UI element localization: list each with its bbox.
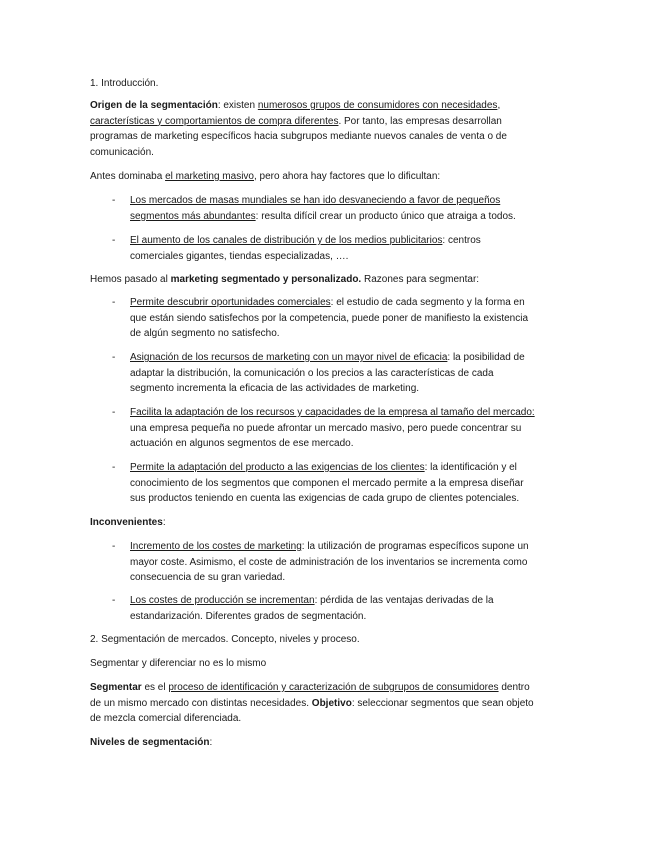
- text-line: [130, 593, 494, 609]
- text: Antes dominaba: [90, 171, 166, 182]
- paragraph: [90, 272, 479, 288]
- bullet-item: [112, 405, 535, 452]
- paragraph: [90, 656, 266, 672]
- text: una empresa pequeña no puede afrontar un mercado masivo, pero puede concentrar su: [130, 422, 522, 434]
- text-line: [130, 405, 535, 421]
- bullet-dash: -: [112, 595, 116, 606]
- text: . Por tanto, las empresas desarrollan: [338, 115, 502, 127]
- text: , pero ahora hay factores que lo dificultan:: [253, 171, 441, 182]
- text: consecuencia de su gran variedad.: [130, 572, 286, 584]
- underlined-text: Asignación de los recursos de marketing con un mayor nivel de eficacia: [130, 352, 448, 363]
- text: estandarización. Diferentes grados de segmentación.: [130, 610, 367, 622]
- bullet-item: [112, 460, 524, 507]
- text-line: [130, 381, 525, 397]
- text: segmento incrementa la eficacia de las actividades de marketing.: [130, 383, 420, 395]
- text: programas de marketing específicos hacia subgrupos mediante nuevos canales de venta o de: [90, 131, 507, 143]
- text: adaptar la distribución, la comunicación o los precios a las características de cada: [130, 367, 494, 379]
- text-line: [90, 632, 360, 648]
- bullet-dash: -: [112, 462, 116, 473]
- text-line: [130, 193, 516, 209]
- text-line: [90, 696, 534, 712]
- paragraph: [90, 98, 507, 160]
- text-line: [90, 515, 166, 531]
- text: 2. Segmentación de mercados. Concepto, niveles y proceso.: [90, 634, 360, 645]
- bullet-dash: -: [112, 235, 116, 246]
- text-line: [130, 539, 529, 555]
- underlined-text: Los costes de producción se incrementan: [130, 595, 315, 606]
- underlined-text: características y comportamientos de compra diferentes: [90, 115, 339, 127]
- bold-text: Objetivo: [311, 697, 352, 709]
- bold-text: Inconvenientes: [90, 517, 163, 528]
- bullet-item: [112, 593, 494, 624]
- text-line: [90, 656, 266, 672]
- bold-text: Origen de la segmentación: [90, 100, 218, 111]
- text: Hemos pasado al: [90, 274, 171, 285]
- paragraph: [90, 680, 534, 727]
- text-line: [130, 609, 494, 625]
- text: que están siendo satisfechos por la competencia, puede poner de manifiesto la existencia: [130, 312, 529, 324]
- underlined-text: el marketing masivo: [165, 171, 254, 182]
- underlined-text: numerosos grupos de consumidores con necesidades: [257, 100, 498, 111]
- bullet-dash: -: [112, 541, 116, 552]
- text-line: [130, 311, 528, 327]
- text: dentro: [498, 682, 530, 693]
- underlined-text: Permite la adaptación del producto a las exigencias de los clientes: [130, 462, 425, 473]
- text: sus productos teniendo en cuenta las exigencias de cada grupo de clientes potenciales.: [130, 493, 520, 505]
- bullet-dash: -: [112, 297, 116, 308]
- text-line: [130, 233, 481, 249]
- text: : seleccionar segmentos que sean objeto: [351, 697, 534, 709]
- bullet-item: [112, 233, 481, 264]
- text-line: [130, 476, 524, 492]
- bullet-item: [112, 295, 529, 342]
- text: : existen: [217, 100, 258, 111]
- text-line: [130, 460, 524, 476]
- text: :: [162, 517, 166, 528]
- text-line: [130, 209, 516, 225]
- text: de algún segmento no satisfecho.: [130, 328, 280, 340]
- text: comerciales gigantes, tiendas especializadas, ….: [130, 250, 349, 262]
- text: actuación en algunos segmentos de ese mercado.: [130, 438, 354, 450]
- text-line: [90, 76, 158, 92]
- bullet-item: [112, 193, 516, 224]
- text: : el estudio de cada segmento y la forma en: [330, 297, 525, 308]
- text: 1. Introducción.: [90, 78, 159, 89]
- text: Segmentar y diferenciar no es lo mismo: [90, 658, 267, 669]
- text: : pérdida de las ventajas derivadas de la: [314, 595, 494, 606]
- bullet-dash: -: [112, 407, 116, 418]
- underlined-text: Los mercados de masas mundiales se han ido desvaneciendo a favor de pequeños: [130, 195, 501, 206]
- text: de mezcla comercial diferenciada.: [90, 713, 242, 725]
- bold-text: marketing segmentado y personalizado.: [170, 274, 362, 285]
- underlined-text: Incremento de los costes de marketing: [130, 541, 302, 552]
- text-line: [130, 295, 528, 311]
- underlined-text: proceso de identificación y caracterización de subgrupos de consumidores: [168, 682, 499, 693]
- text-line: [130, 436, 535, 452]
- text: conocimiento de los segmentos que componen el mercado permite a la empresa diseñar: [130, 477, 524, 489]
- bullet-item: [112, 539, 529, 586]
- text-line: [130, 350, 525, 366]
- text: ,: [497, 100, 501, 111]
- text-line: [130, 421, 535, 437]
- bold-text: Niveles de segmentación: [90, 737, 210, 748]
- text: mayor coste. Asimismo, el coste de administración de los inventarios se incrementa como: [130, 556, 528, 568]
- text: de un mismo mercado con distintas necesidades.: [90, 697, 312, 709]
- text-line: [90, 711, 534, 727]
- text: :: [209, 737, 213, 748]
- bullet-dash: -: [112, 352, 116, 363]
- paragraph: [90, 169, 440, 185]
- paragraph: [90, 76, 158, 92]
- text: Razones para segmentar:: [361, 274, 480, 285]
- paragraph: [90, 515, 166, 531]
- text-line: [130, 555, 529, 571]
- text-line: [90, 98, 507, 114]
- text-line: [90, 114, 507, 130]
- text: : la posibilidad de: [447, 352, 525, 363]
- underlined-text: Facilita la adaptación de los recursos y capacidades de la empresa al tamaño del mercado:: [130, 407, 535, 418]
- text-line: [130, 570, 529, 586]
- text: : la utilización de programas específicos supone un: [301, 541, 529, 552]
- bold-text: Segmentar: [90, 682, 142, 693]
- text-line: [130, 491, 524, 507]
- bullet-dash: -: [112, 195, 116, 206]
- text: : la identificación y el: [424, 462, 517, 473]
- paragraph: [90, 632, 360, 648]
- text: : resulta difícil crear un producto único que atraiga a todos.: [255, 210, 516, 222]
- text-line: [130, 326, 528, 342]
- text: es el: [141, 682, 169, 693]
- text-line: [90, 680, 534, 696]
- paragraph: [90, 735, 212, 751]
- underlined-text: Permite descubrir oportunidades comerciales: [130, 297, 331, 308]
- text-line: [90, 735, 212, 751]
- text: : centros: [442, 235, 481, 246]
- text-line: [90, 145, 507, 161]
- text: comunicación.: [90, 146, 154, 158]
- underlined-text: segmentos más abundantes: [130, 210, 256, 222]
- underlined-text: El aumento de los canales de distribución y de los medios publicitarios: [130, 235, 443, 246]
- bullet-item: [112, 350, 525, 397]
- text-line: [90, 272, 479, 288]
- text-line: [90, 169, 440, 185]
- text-line: [90, 129, 507, 145]
- text-line: [130, 366, 525, 382]
- text-line: [130, 249, 481, 265]
